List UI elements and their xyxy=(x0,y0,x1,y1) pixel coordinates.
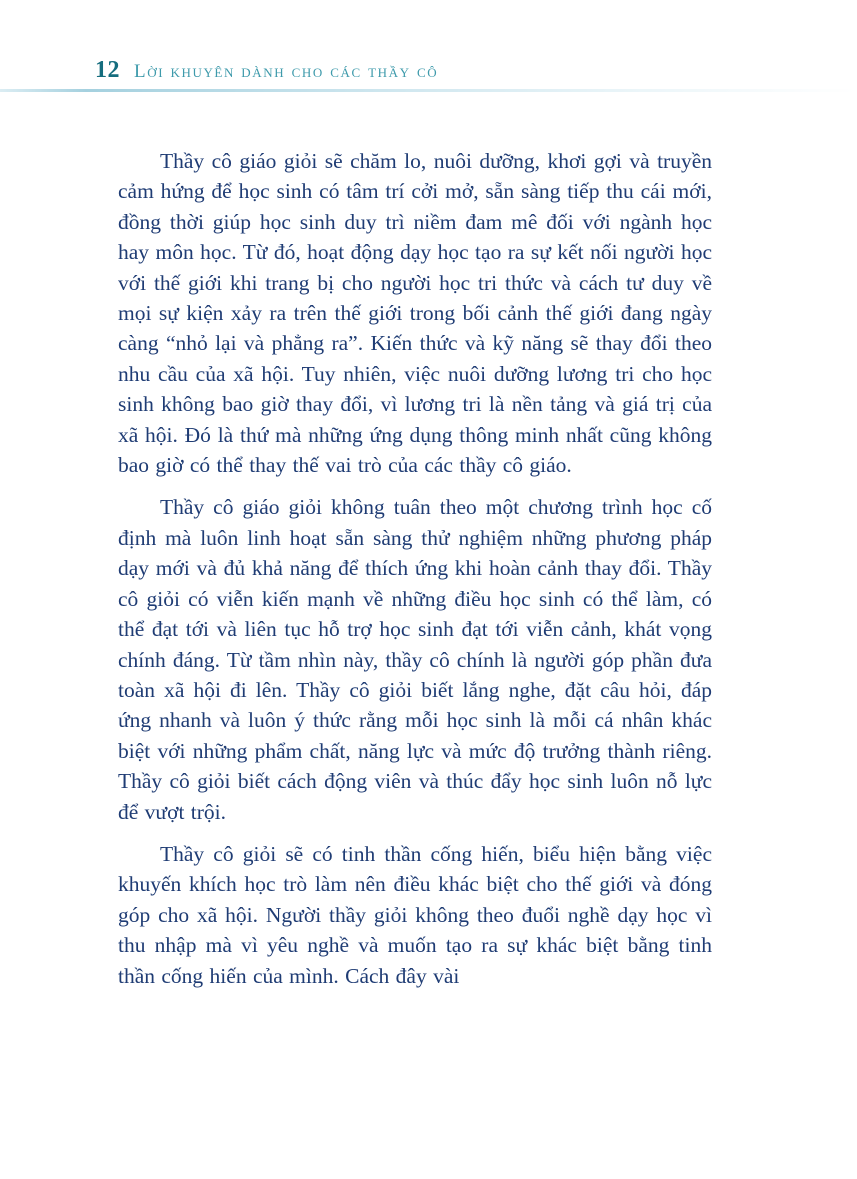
page-number: 12 xyxy=(95,57,120,83)
body-paragraph-1: Thầy cô giáo giỏi sẽ chăm lo, nuôi dưỡng, khơi gợi và truyền cảm hứng để học sinh có tâm trí cởi mở, sẵn sàng tiếp thu cái mới, đồng thời giúp học sinh duy trì niềm đam mê đối với ngành học hay môn học. Từ đó, hoạt động dạy học tạo ra sự kết nối người học với thế giới khi trang bị cho người học tri thức và cách tư duy về mọi sự kiện xảy ra trên thế giới trong bối cảnh thế giới đang ngày càng “nhỏ lại và phẳng ra”. Kiến thức và kỹ năng sẽ thay đổi theo nhu cầu của xã hội. Tuy nhiên, việc nuôi dưỡng lương tri cho học sinh không bao giờ thay đổi, vì lương tri là nền tảng và giá trị của xã hội. Đó là thứ mà những ứng dụng thông minh nhất cũng không bao giờ có thể thay thế vai trò của các thầy cô giáo. xyxy=(118,149,712,478)
body-paragraph-3: Thầy cô giỏi sẽ có tinh thần cống hiến, biểu hiện bằng việc khuyến khích học trò làm nên điều khác biệt cho thế giới và đóng góp cho xã hội. Người thầy giỏi không theo đuổi nghề dạy học vì thu nhập mà vì yêu nghề và muốn tạo ra sự khác biệt bằng tinh thần cống hiến của mình. Cách đây vài xyxy=(118,841,712,988)
header-divider xyxy=(0,89,857,92)
body-paragraph-2: Thầy cô giáo giỏi không tuân theo một chương trình học cố định mà luôn linh hoạt sẵn sàng thử nghiệm những phương pháp dạy mới và đủ khả năng để thích ứng khi hoàn cảnh thay đổi. Thầy cô giỏi có viễn kiến mạnh về những điều học sinh có thể làm, có thể đạt tới và liên tục hỗ trợ học sinh đạt tới viễn cảnh, khát vọng chính đáng. Từ tầm nhìn này, thầy cô chính là người góp phần đưa toàn xã hội đi lên. Thầy cô giỏi biết lắng nghe, đặt câu hỏi, đáp ứng nhanh và luôn ý thức rằng mỗi học sinh là mỗi cá nhân khác biệt với những phẩm chất, năng lực và mức độ trưởng thành riêng. Thầy cô giỏi biết cách động viên và thúc đẩy học sinh luôn nỗ lực để vượt trội. xyxy=(118,495,712,824)
page-header xyxy=(95,57,438,84)
page-body xyxy=(118,146,712,1003)
running-title: Lời khuyên dành cho các thầy cô xyxy=(134,61,439,82)
